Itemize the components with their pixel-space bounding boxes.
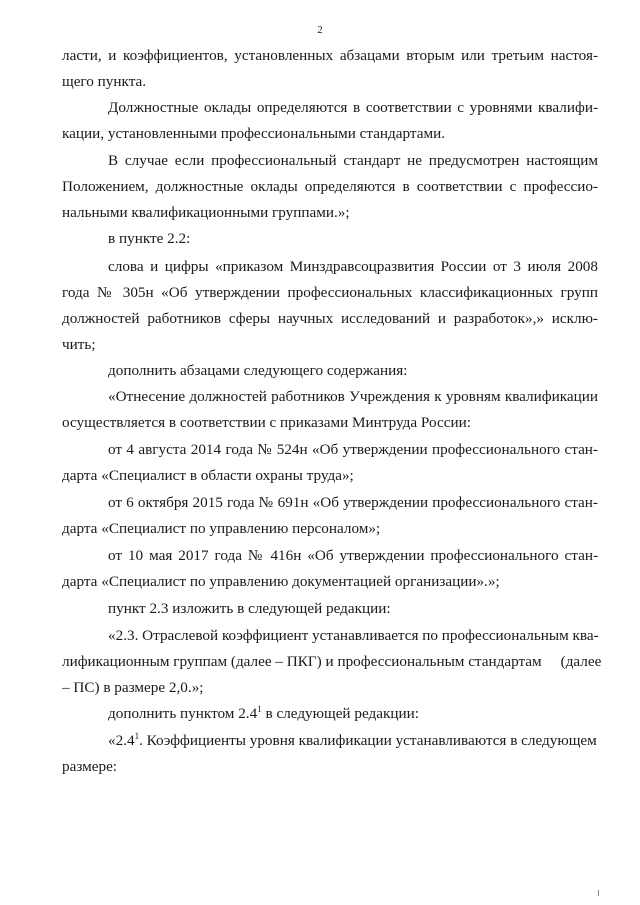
paragraph-first-line (108, 732, 598, 750)
text-line: должностей работников сферы научных исследований и разработок»,» исклю- (62, 310, 598, 327)
text-line: Положением, должностные оклады определяются в соответствии с профессио- (62, 178, 598, 195)
paragraph-first-line: В случае если профессиональный стандарт не предусмотрен настоящим (108, 152, 598, 169)
text-line: осуществляется в соответствии с приказами Минтруда России: (62, 414, 471, 431)
paragraph-first-line (108, 705, 598, 723)
scan-speck (598, 890, 599, 896)
text-line: нальными квалификационными группами.»; (62, 204, 350, 221)
paragraph-first-line: от 6 октября 2015 года № 691н «Об утверждении профессионального стан- (108, 494, 598, 511)
paragraph-first-line: в пункте 2.2: (108, 230, 191, 247)
paragraph-first-line: Должностные оклады определяются в соответствии с уровнями квалифи- (108, 99, 598, 116)
text-line: года № 305н «Об утверждении профессиональных классификационных групп (62, 284, 598, 301)
text-line: щего пункта. (62, 73, 147, 90)
text-line: кации, установленными профессиональными стандартами. (62, 125, 446, 142)
superscript: 1 (134, 731, 140, 741)
paragraph-first-line: дополнить абзацами следующего содержания: (108, 362, 408, 379)
paragraph-first-line: пункт 2.3 изложить в следующей редакции: (108, 600, 391, 617)
text-line: лификационным группам (далее – ПКГ) и профессиональным стандартам (далее (62, 653, 602, 670)
text-line: чить; (62, 336, 96, 353)
paragraph-first-line: слова и цифры «приказом Минздравсоцразвития России от 3 июля 2008 (108, 258, 598, 275)
paragraph-first-line: «Отнесение должностей работников Учреждения к уровням квалификации (108, 388, 598, 405)
page-number: 2 (317, 24, 323, 36)
text-fragment: в следующей редакции: (261, 705, 419, 722)
superscript: 1 (257, 704, 262, 714)
text-fragment: дополнить пунктом 2.4 (108, 705, 258, 722)
paragraph-first-line: от 10 мая 2017 года № 416н «Об утверждении профессионального стан- (108, 547, 598, 564)
text-fragment: . Коэффициенты уровня квалификации устанавливаются в следующем (139, 732, 597, 749)
text-line: дарта «Специалист в области охраны труда»; (62, 467, 354, 484)
text-line: ласти, и коэффициентов, установленных абзацами вторым или третьим настоя- (62, 47, 598, 64)
paragraph-first-line: «2.3. Отраслевой коэффициент устанавливается по профессиональным ква- (108, 627, 599, 644)
text-fragment: «2.4 (108, 732, 135, 749)
text-line: дарта «Специалист по управлению документацией организации».»; (62, 573, 500, 590)
text-line: – ПС) в размере 2,0.»; (62, 679, 204, 696)
text-line: размере: (62, 758, 118, 775)
text-line: дарта «Специалист по управлению персоналом»; (62, 520, 381, 537)
paragraph-first-line: от 4 августа 2014 года № 524н «Об утверждении профессионального стан- (108, 441, 598, 458)
